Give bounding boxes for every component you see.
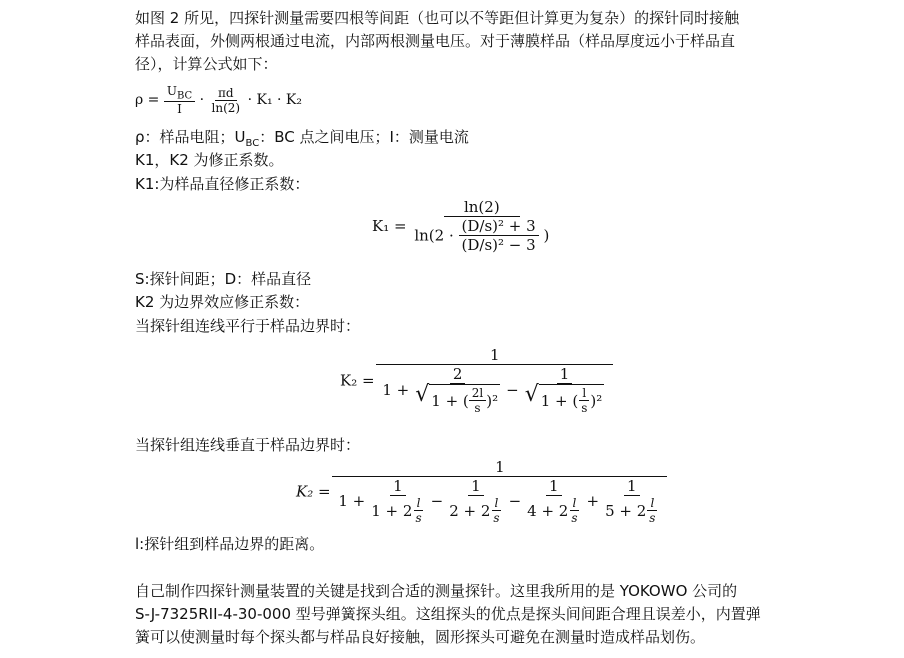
k2b-t2-s: s	[493, 511, 500, 525]
k2-parallel-formula	[340, 346, 610, 415]
k2a-sqrt2-a: 1 + (	[540, 391, 579, 410]
k2b-minus-1: −	[430, 492, 444, 510]
k1-frac	[411, 198, 552, 254]
k2a-sqrt-2	[525, 384, 605, 415]
rho-frac2-num: πd	[215, 86, 237, 101]
k2b-term-3	[524, 477, 583, 525]
s-definition: S:探针间距；D：样品直径	[135, 270, 312, 288]
k2a-sqrt-1	[415, 384, 500, 415]
k2a-t1-num: 2	[450, 365, 466, 384]
intro-line-3: 径），计算公式如下：	[135, 55, 278, 73]
intro-line-1: 如图 2 所见，四探针测量需要四根等间距（也可以不等距但计算更为复杂）的探针同时接触	[135, 9, 740, 27]
probe-line-1: 自己制作四探针测量装置的关键是找到合适的测量探针。这里我所用的是 YOKOWO 公司的	[135, 582, 738, 600]
k2b-t3-den: 4 + 2	[527, 501, 569, 520]
l-definition: l:探针组到样品边界的距离。	[135, 535, 325, 553]
k2a-sqrt2-b: )²	[590, 391, 603, 410]
k2a-term-1	[412, 365, 503, 415]
k2a-frac	[379, 346, 610, 415]
perpendicular-title: 当探针组连线垂直于样品边界时：	[135, 436, 361, 454]
k2-title: K2 为边界效应修正系数：	[135, 293, 310, 311]
k1-inner-frac	[459, 217, 539, 254]
k2b-one-plus: 1 +	[338, 492, 366, 510]
k2b-t1-num: 1	[390, 477, 406, 496]
intro-line-2: 样品表面，外侧两根通过电流，内部两根测量电压。对于薄膜样品（样品厚度远小于样品直	[135, 32, 736, 50]
k2b-t3-s: s	[571, 511, 578, 525]
k2a-sqrt1-num: 2l	[469, 386, 486, 401]
k2b-t2-l: l	[492, 496, 502, 511]
probe-line-2: S-J-7325RII-4-30-000 型号弹簧探头组。这组探头的优点是探头间间距合理且误差小，内置弹	[135, 605, 761, 623]
k2b-term-4	[602, 477, 661, 525]
k2b-t1-den: 1 + 2	[371, 501, 413, 520]
k1-title: K1:为样品直径修正系数：	[135, 175, 310, 193]
k2a-minus: −	[506, 381, 519, 399]
k2b-term-1	[368, 477, 427, 525]
rho-frac-1	[164, 84, 195, 116]
k2b-t2-den: 2 + 2	[449, 501, 491, 520]
k2a-num: 1	[376, 346, 613, 365]
k2b-lhs: K₂ =	[296, 482, 331, 501]
k2b-plus: +	[586, 492, 600, 510]
rho-lhs: ρ =	[135, 92, 160, 109]
rho-def-a: ρ：样品电阻；U	[135, 128, 246, 146]
sqrt-icon: √	[415, 382, 430, 407]
k1-lhs: K₁ =	[372, 217, 407, 235]
k2b-t4-den: 5 + 2	[605, 501, 647, 520]
rho-tail: · K₁ · K₂	[247, 92, 302, 109]
k1-den-suffix: )	[543, 226, 550, 245]
k2b-t4-num: 1	[624, 477, 640, 496]
k2a-sqrt1-den: s	[474, 401, 481, 415]
k2a-lhs: K₂ =	[340, 371, 375, 390]
parallel-title: 当探针组连线平行于样品边界时：	[135, 317, 361, 335]
rho-def-sub: BC	[245, 138, 260, 149]
k2a-term-2	[522, 365, 608, 415]
rho-def-b: ：BC 点之间电压；I：测量电流	[259, 128, 469, 146]
k2b-num: 1	[332, 458, 667, 477]
rho-frac1-num: U	[166, 84, 177, 98]
k2-perpendicular-formula	[296, 458, 664, 525]
k2a-sqrt2-num: l	[579, 386, 589, 401]
k2b-frac	[335, 458, 664, 525]
probe-line-3: 簧可以使测量时每个探头都与样品良好接触，圆形探头可避免在测量时造成样品划伤。	[135, 628, 706, 646]
k2a-sqrt1-a: 1 + (	[431, 391, 469, 410]
k1-den-prefix: ln(2 ·	[414, 226, 454, 245]
k2b-term-2	[446, 477, 505, 525]
k2a-one-plus: 1 +	[382, 381, 410, 399]
k2a-sqrt1-b: )²	[486, 391, 499, 410]
k2b-t1-s: s	[415, 511, 422, 525]
k2b-t2-num: 1	[468, 477, 484, 496]
k2b-minus-2: −	[508, 492, 522, 510]
k2a-t2-num: 1	[557, 365, 573, 384]
k2b-t3-num: 1	[546, 477, 562, 496]
k1-num: ln(2)	[444, 198, 520, 217]
rho-frac2-den: ln(2)	[211, 100, 241, 115]
k2b-t3-l: l	[570, 496, 580, 511]
k2b-t4-l: l	[647, 496, 657, 511]
k2b-t1-l: l	[414, 496, 424, 511]
k-definition: K1，K2 为修正系数。	[135, 151, 284, 169]
sqrt-icon: √	[524, 382, 539, 407]
k2b-t4-s: s	[649, 511, 656, 525]
rho-frac-2	[209, 86, 244, 115]
rho-formula: ρ = $\frac{U_{BC}}{I}$ · $\frac{\pi d}{\ln(2)}$ · K₁ · K₂	[135, 84, 302, 117]
k1-inner-den: (D/s)² − 3	[461, 236, 536, 254]
k2a-sqrt2-den: s	[581, 401, 588, 415]
rho-frac1-num-sub: BC	[177, 90, 193, 102]
rho-frac1-den: I	[177, 102, 182, 117]
k1-formula	[372, 198, 552, 254]
k1-inner-num: (D/s)² + 3	[459, 217, 539, 236]
